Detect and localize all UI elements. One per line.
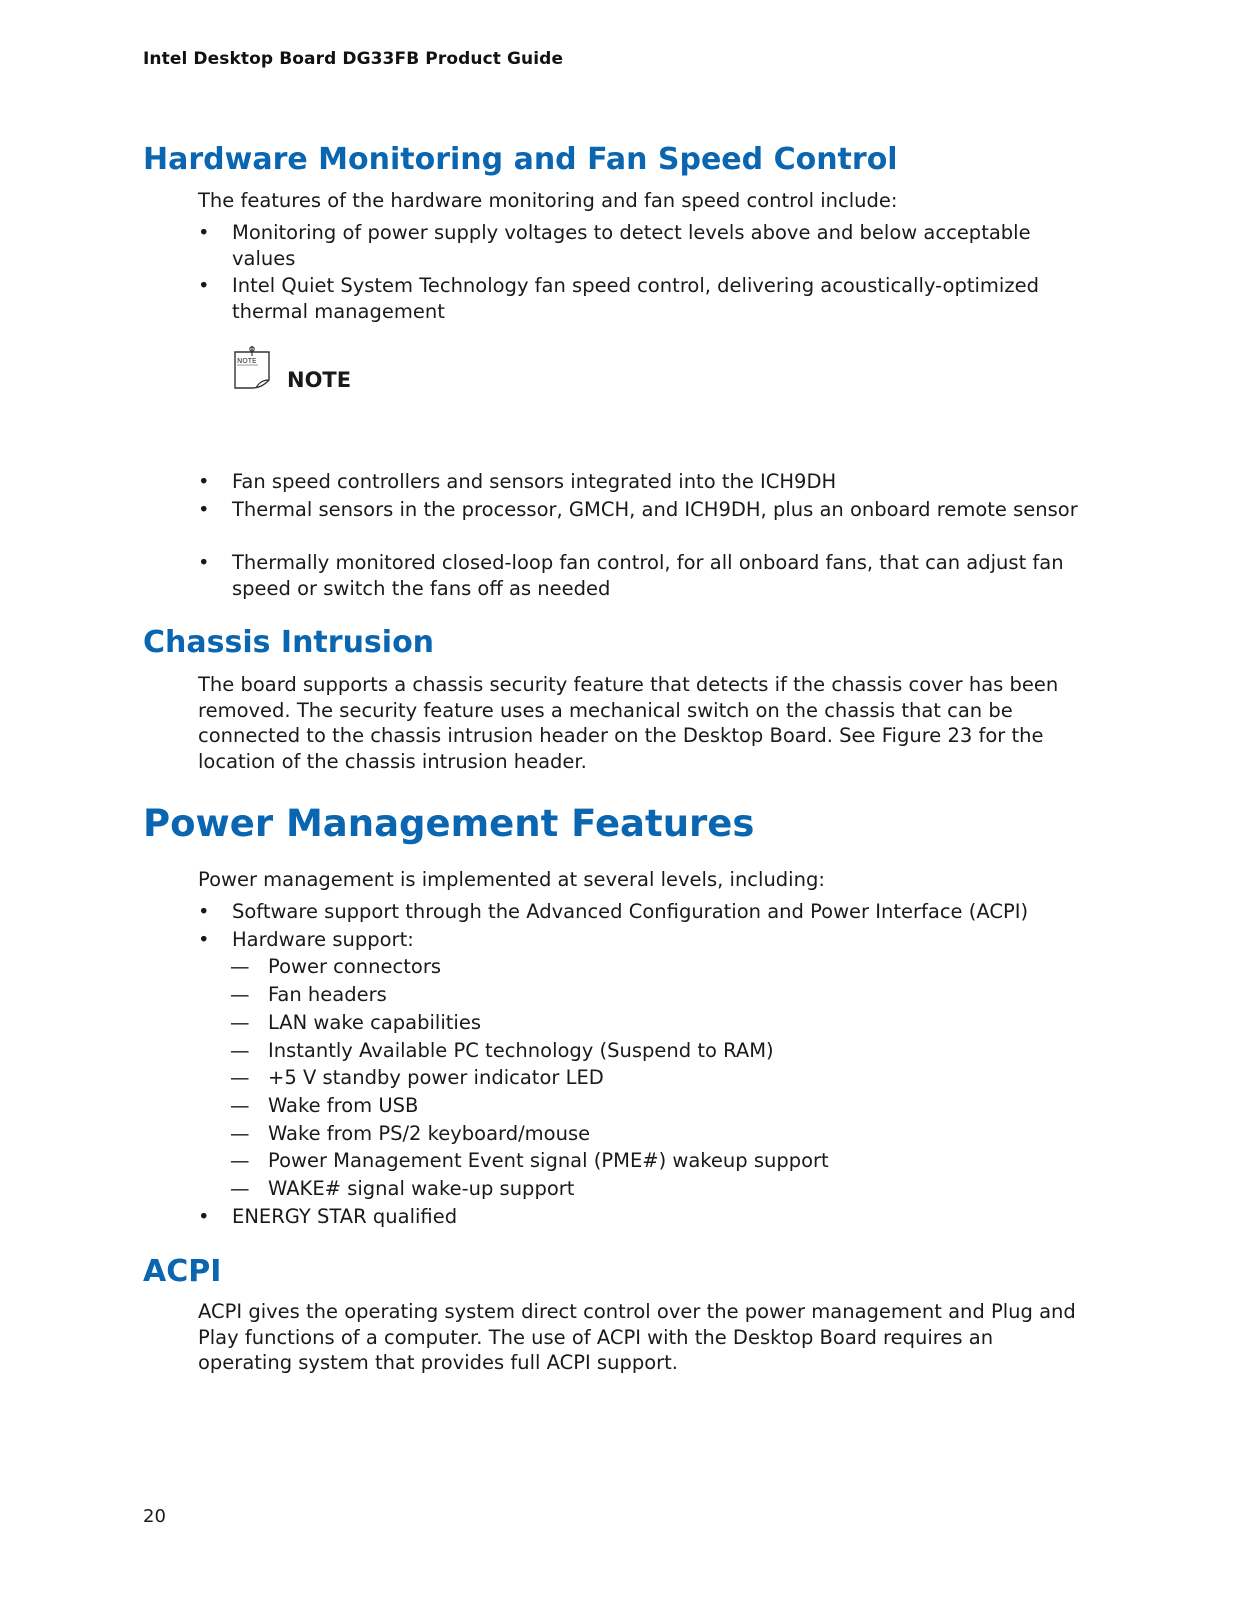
sub-list-item	[230, 1010, 1070, 1036]
list-item	[198, 550, 1078, 601]
bullet-glyph: •	[198, 900, 210, 923]
note-icon	[232, 344, 274, 392]
list-item	[198, 273, 1078, 324]
sub-list-item-text: Wake from USB	[268, 1094, 419, 1117]
list-item-text: Hardware support:	[232, 928, 414, 951]
list-item-text: Software support through the Advanced Configuration and Power Interface (ACPI)	[232, 900, 1029, 923]
list-item-text: Monitoring of power supply voltages to detect levels above and below acceptable values	[232, 221, 1031, 270]
bullet-glyph: •	[198, 221, 210, 244]
list-item-text: ENERGY STAR qualified	[232, 1205, 458, 1228]
list-item-text: Fan speed controllers and sensors integrated into the ICH9DH	[232, 470, 837, 493]
sub-list-item-text: Power Management Event signal (PME#) wakeup support	[268, 1149, 829, 1172]
section-heading-power-management: Power Management Features	[143, 802, 755, 845]
sub-list-item-text: +5 V standby power indicator LED	[268, 1066, 604, 1089]
dash-glyph: —	[230, 1066, 250, 1089]
sub-list-item	[230, 1148, 1070, 1174]
dash-glyph: —	[230, 1039, 250, 1062]
dash-glyph: —	[230, 1177, 250, 1200]
list-item	[198, 899, 1078, 925]
list-item	[198, 469, 1078, 495]
sub-list-item	[230, 1065, 1070, 1091]
list-item-text: Thermal sensors in the processor, GMCH, and ICH9DH, plus an onboard remote sensor	[232, 498, 1078, 521]
sub-list-item-text: Power connectors	[268, 955, 441, 978]
sub-list-item	[230, 1093, 1070, 1119]
section-heading-acpi: ACPI	[143, 1254, 222, 1289]
bullet-glyph: •	[198, 928, 210, 951]
sub-list-item	[230, 954, 1070, 980]
sub-list-item	[230, 1176, 1070, 1202]
page-number: 20	[143, 1506, 166, 1527]
power-management-intro: Power management is implemented at several levels, including:	[198, 868, 825, 891]
dash-glyph: —	[230, 983, 250, 1006]
list-item	[198, 497, 1078, 523]
bullet-glyph: •	[198, 470, 210, 493]
acpi-text: ACPI gives the operating system direct control over the power management and Plug and Play functions of a computer. The use of ACPI with the Desktop Board requires an operating system that provides full ACPI support.	[198, 1300, 1076, 1374]
sub-list-item-text: LAN wake capabilities	[268, 1011, 481, 1034]
bullet-glyph: •	[198, 498, 210, 521]
dash-glyph: —	[230, 1149, 250, 1172]
sub-list-item	[230, 982, 1070, 1008]
dash-glyph: —	[230, 955, 250, 978]
list-item	[198, 927, 1078, 953]
running-header: Intel Desktop Board DG33FB Product Guide	[143, 49, 564, 69]
dash-glyph: —	[230, 1122, 250, 1145]
sub-list-item-text: Instantly Available PC technology (Suspend to RAM)	[268, 1039, 774, 1062]
sub-list-item-text: WAKE# signal wake-up support	[268, 1177, 575, 1200]
list-item-text: Thermally monitored closed-loop fan control, for all onboard fans, that can adjust fan speed or switch the fans off as needed	[232, 551, 1064, 600]
list-item-text: Intel Quiet System Technology fan speed control, delivering acoustically-optimized thermal management	[232, 274, 1039, 323]
list-item	[198, 220, 1078, 271]
chassis-intrusion-text: The board supports a chassis security feature that detects if the chassis cover has been removed. The security feature uses a mechanical switch on the chassis that can be connected to the chassis intrusion header on the Desktop Board. See Figure 23 for the location of the chassis intrusion header.	[198, 673, 1059, 773]
bullet-glyph: •	[198, 274, 210, 297]
dash-glyph: —	[230, 1011, 250, 1034]
list-item	[198, 1204, 1078, 1230]
hardware-monitoring-intro: The features of the hardware monitoring and fan speed control include:	[198, 189, 898, 212]
dash-glyph: —	[230, 1094, 250, 1117]
sub-list-item	[230, 1121, 1070, 1147]
bullet-glyph: •	[198, 551, 210, 574]
bullet-glyph: •	[198, 1205, 210, 1228]
section-heading-chassis-intrusion: Chassis Intrusion	[143, 625, 435, 660]
sub-list-item-text: Wake from PS/2 keyboard/mouse	[268, 1122, 591, 1145]
sub-list-item-text: Fan headers	[268, 983, 387, 1006]
section-heading-hardware-monitoring: Hardware Monitoring and Fan Speed Control	[143, 142, 898, 177]
note-icon-text: NOTE	[237, 357, 257, 365]
note-label: NOTE	[287, 368, 352, 392]
sub-list-item	[230, 1038, 1070, 1064]
